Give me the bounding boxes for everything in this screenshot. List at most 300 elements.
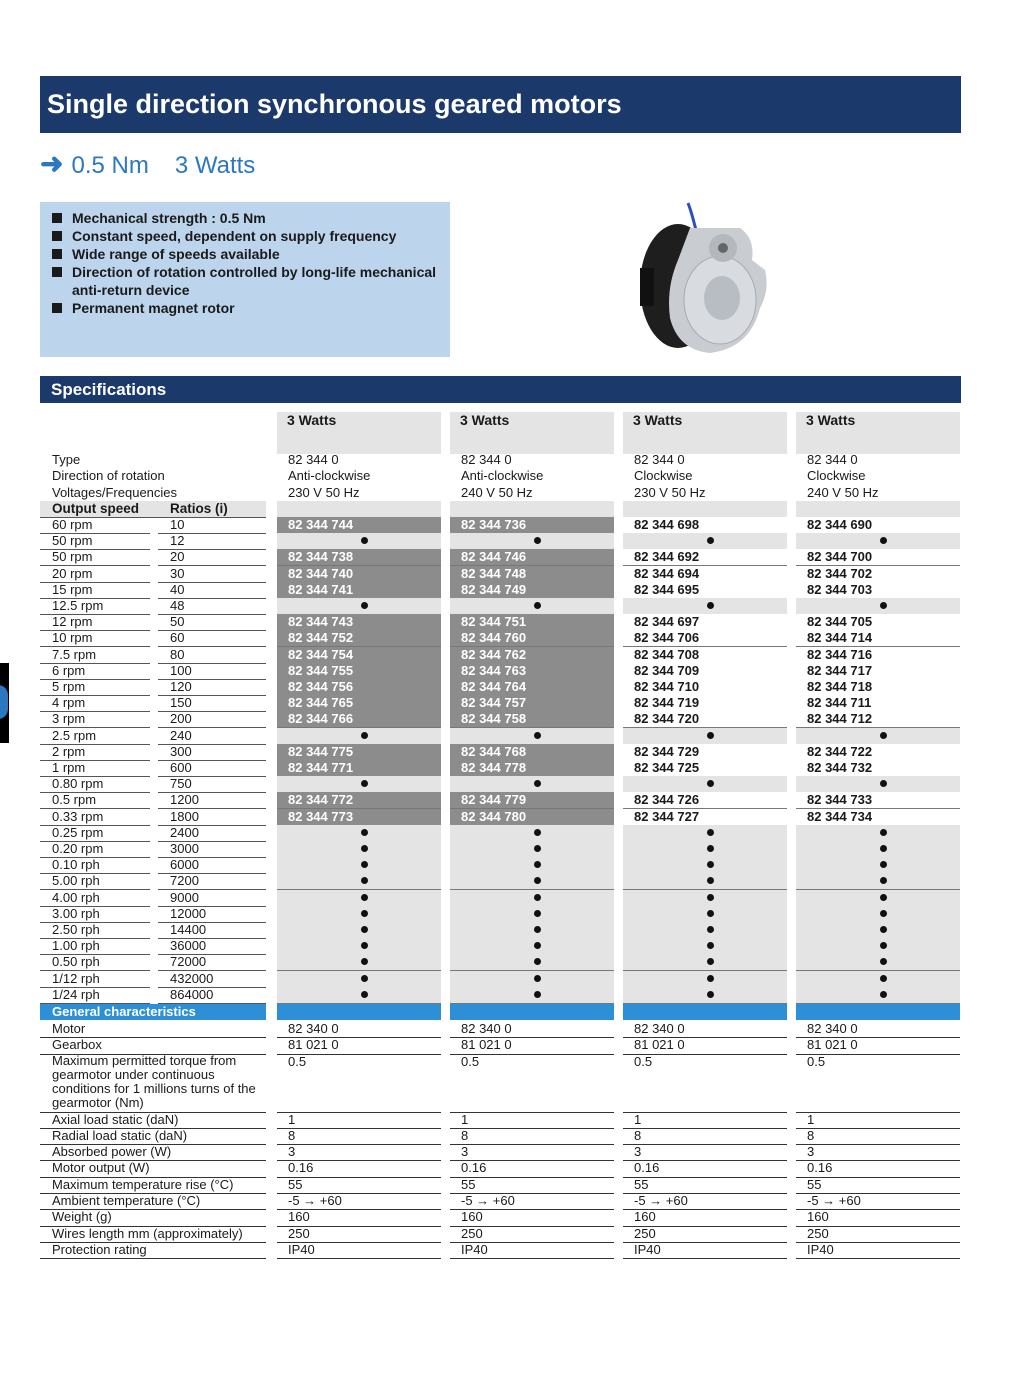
general-label: Weight (g) xyxy=(52,1209,112,1224)
general-value: 250 xyxy=(807,1226,829,1241)
part-number: 82 344 729 xyxy=(634,744,700,759)
ratio-divider-gap xyxy=(150,614,158,615)
availability-dot-icon xyxy=(534,861,541,868)
general-value: 160 xyxy=(807,1209,829,1224)
ratio-value: 600 xyxy=(170,760,192,775)
general-value: 0.5 xyxy=(288,1054,307,1069)
part-number: 82 344 732 xyxy=(807,760,873,775)
speed-label: 12.5 rpm xyxy=(52,598,104,613)
specifications-header: Specifications xyxy=(40,376,961,403)
general-value: 8 xyxy=(288,1128,296,1143)
speed-label: 2.5 rpm xyxy=(52,728,97,743)
square-bullet-icon xyxy=(52,249,62,259)
empty-cell-bg xyxy=(450,890,614,906)
empty-cell-bg xyxy=(623,987,787,1003)
speed-label: 15 rpm xyxy=(52,582,93,597)
speed-label: 6 rpm xyxy=(52,663,86,678)
availability-dot-icon xyxy=(707,829,714,836)
empty-cell-bg xyxy=(796,533,960,549)
speed-label: 4.00 rph xyxy=(52,890,100,905)
part-number: 82 344 710 xyxy=(634,679,700,694)
part-number: 82 344 780 xyxy=(461,809,527,824)
ratio-divider-gap xyxy=(150,825,158,826)
ratio-value: 36000 xyxy=(170,938,207,953)
empty-cell-bg xyxy=(796,954,960,970)
availability-dot-icon xyxy=(707,877,714,884)
ratio-value: 6000 xyxy=(170,857,199,872)
speed-label: 2.50 rph xyxy=(52,922,100,937)
part-number: 82 344 705 xyxy=(807,614,873,629)
general-value: 0.16 xyxy=(461,1160,487,1175)
empty-cell-bg xyxy=(450,922,614,938)
speed-label: 50 rpm xyxy=(52,533,93,548)
part-number: 82 344 743 xyxy=(288,614,354,629)
speed-label: 0.50 rph xyxy=(52,954,100,969)
availability-dot-icon xyxy=(707,894,714,901)
availability-dot-icon xyxy=(880,732,887,739)
general-value: 1 xyxy=(807,1112,815,1127)
output-speed-header: Output speed xyxy=(52,501,139,516)
ratio-divider-gap xyxy=(150,744,158,745)
general-value: 0.5 xyxy=(807,1054,826,1069)
empty-cell-bg xyxy=(450,938,614,954)
part-number: 82 344 706 xyxy=(634,630,700,645)
part-number: 82 344 768 xyxy=(461,744,527,759)
general-value: 55 xyxy=(288,1177,303,1192)
general-label: Motor xyxy=(52,1021,86,1036)
empty-cell-bg xyxy=(277,938,441,954)
empty-cell-bg xyxy=(796,890,960,906)
column-type: 82 344 0 xyxy=(461,452,512,467)
availability-dot-icon xyxy=(361,845,368,852)
empty-cell-bg xyxy=(450,857,614,873)
ratio-divider-gap xyxy=(150,873,158,874)
part-number: 82 344 695 xyxy=(634,582,700,597)
availability-dot-icon xyxy=(707,910,714,917)
column-voltage: 230 V 50 Hz xyxy=(634,485,706,500)
part-number: 82 344 740 xyxy=(288,566,354,581)
part-number: 82 344 749 xyxy=(461,582,527,597)
ratio-value: 300 xyxy=(170,744,192,759)
column-voltage: 240 V 50 Hz xyxy=(807,485,879,500)
availability-dot-icon xyxy=(707,942,714,949)
general-value: 3 xyxy=(461,1144,469,1159)
availability-dot-icon xyxy=(534,877,541,884)
ratio-divider-gap xyxy=(150,776,158,777)
availability-dot-icon xyxy=(707,958,714,965)
part-number: 82 344 762 xyxy=(461,647,527,662)
ratio-value: 120 xyxy=(170,679,192,694)
ratio-value: 50 xyxy=(170,614,185,629)
row-divider xyxy=(623,1144,787,1145)
speed-label: 1/12 rph xyxy=(52,971,100,986)
column-type: 82 344 0 xyxy=(288,452,339,467)
square-bullet-icon xyxy=(52,267,62,277)
speed-label: 2 rpm xyxy=(52,744,86,759)
empty-cell-bg xyxy=(450,533,614,549)
empty-cell-bg xyxy=(277,728,441,744)
general-value: 250 xyxy=(288,1226,310,1241)
row-divider xyxy=(796,1112,960,1113)
ratio-divider-gap xyxy=(150,889,158,890)
availability-dot-icon xyxy=(707,926,714,933)
ratio-value: 9000 xyxy=(170,890,199,905)
speed-label: 60 rpm xyxy=(52,517,93,532)
column-type: 82 344 0 xyxy=(634,452,685,467)
availability-dot-icon xyxy=(880,861,887,868)
row-divider xyxy=(623,1112,787,1113)
empty-cell-bg xyxy=(277,922,441,938)
part-number: 82 344 741 xyxy=(288,582,354,597)
speed-label: 12 rpm xyxy=(52,614,93,629)
column-direction: Clockwise xyxy=(807,468,866,483)
speed-label: 0.33 rpm xyxy=(52,809,104,824)
empty-cell-bg xyxy=(277,873,441,889)
availability-dot-icon xyxy=(534,780,541,787)
empty-cell-bg xyxy=(623,938,787,954)
row-label-voltage: Voltages/Frequencies xyxy=(52,485,178,500)
speed-header-col-bg xyxy=(796,501,960,517)
part-number: 82 344 718 xyxy=(807,679,873,694)
ratio-value: 100 xyxy=(170,663,192,678)
general-label: Motor output (W) xyxy=(52,1160,150,1175)
empty-cell-bg xyxy=(796,598,960,614)
general-value: 55 xyxy=(461,1177,476,1192)
ratio-value: 864000 xyxy=(170,987,214,1002)
ratio-value: 80 xyxy=(170,647,185,662)
part-number: 82 344 690 xyxy=(807,517,873,532)
motor-image xyxy=(630,198,780,358)
speed-label: 5 rpm xyxy=(52,679,86,694)
column-header: 3 Watts xyxy=(623,412,787,454)
ratio-value: 1800 xyxy=(170,809,199,824)
arrow-right-icon: ➜ xyxy=(40,148,64,179)
general-value: 82 340 0 xyxy=(461,1021,512,1036)
general-label: Gearbox xyxy=(52,1037,102,1052)
ratio-divider-gap xyxy=(150,663,158,664)
availability-dot-icon xyxy=(361,926,368,933)
general-header-col-bg xyxy=(623,1004,787,1020)
empty-cell-bg xyxy=(277,598,441,614)
row-divider xyxy=(623,1128,787,1129)
availability-dot-icon xyxy=(880,942,887,949)
general-value: -5 → +60 xyxy=(461,1193,515,1208)
general-label: Wires length mm (approximately) xyxy=(52,1226,243,1241)
part-number: 82 344 726 xyxy=(634,792,700,807)
ratio-value: 750 xyxy=(170,776,192,791)
speed-label: 3.00 rph xyxy=(52,906,100,921)
ratio-divider-gap xyxy=(150,727,158,728)
availability-dot-icon xyxy=(534,958,541,965)
empty-cell-bg xyxy=(277,841,441,857)
general-value: 0.5 xyxy=(634,1054,653,1069)
empty-cell-bg xyxy=(623,841,787,857)
part-number: 82 344 744 xyxy=(288,517,354,532)
row-divider xyxy=(277,1144,441,1145)
ratio-value: 2400 xyxy=(170,825,199,840)
ratio-divider-gap xyxy=(150,906,158,907)
general-value: 3 xyxy=(807,1144,815,1159)
ratio-divider-gap xyxy=(150,857,158,858)
ratio-divider-gap xyxy=(150,695,158,696)
column-direction: Anti-clockwise xyxy=(461,468,544,483)
column-voltage: 240 V 50 Hz xyxy=(461,485,533,500)
feature-box xyxy=(40,202,450,357)
general-value: IP40 xyxy=(288,1242,315,1257)
speed-label: 5.00 rph xyxy=(52,873,100,888)
speed-label: 1.00 rph xyxy=(52,938,100,953)
general-value: 82 340 0 xyxy=(634,1021,685,1036)
empty-cell-bg xyxy=(450,954,614,970)
general-value: -5 → +60 xyxy=(634,1193,688,1208)
row-label-direction: Direction of rotation xyxy=(52,468,165,483)
ratio-divider-gap xyxy=(150,582,158,583)
availability-dot-icon xyxy=(707,780,714,787)
empty-cell-bg xyxy=(623,922,787,938)
general-value: 3 xyxy=(634,1144,642,1159)
speed-label: 1 rpm xyxy=(52,760,86,775)
availability-dot-icon xyxy=(707,602,714,609)
empty-cell-bg xyxy=(796,906,960,922)
part-number: 82 344 727 xyxy=(634,809,700,824)
part-number: 82 344 779 xyxy=(461,792,527,807)
availability-dot-icon xyxy=(534,845,541,852)
part-number: 82 344 771 xyxy=(288,760,354,775)
empty-cell-bg xyxy=(450,841,614,857)
availability-dot-icon xyxy=(534,602,541,609)
ratio-divider-gap xyxy=(150,970,158,971)
availability-dot-icon xyxy=(880,926,887,933)
ratio-divider-gap xyxy=(150,841,158,842)
availability-dot-icon xyxy=(361,732,368,739)
availability-dot-icon xyxy=(361,780,368,787)
feature-item xyxy=(52,227,442,245)
availability-dot-icon xyxy=(361,991,368,998)
part-number: 82 344 692 xyxy=(634,549,700,564)
availability-dot-icon xyxy=(707,991,714,998)
general-header-col-bg xyxy=(796,1004,960,1020)
ratio-value: 240 xyxy=(170,728,192,743)
empty-cell-bg xyxy=(450,598,614,614)
ratio-value: 30 xyxy=(170,566,185,581)
general-value: 160 xyxy=(461,1209,483,1224)
general-characteristics-header: General characteristics xyxy=(52,1004,196,1019)
general-value: 81 021 0 xyxy=(807,1037,858,1052)
part-number: 82 344 709 xyxy=(634,663,700,678)
availability-dot-icon xyxy=(361,894,368,901)
row-divider xyxy=(277,1258,441,1259)
speed-label: 0.25 rpm xyxy=(52,825,104,840)
availability-dot-icon xyxy=(361,602,368,609)
empty-cell-bg xyxy=(796,938,960,954)
availability-dot-icon xyxy=(880,991,887,998)
ratio-value: 3000 xyxy=(170,841,199,856)
part-number: 82 344 694 xyxy=(634,566,700,581)
part-number: 82 344 752 xyxy=(288,630,354,645)
ratio-value: 432000 xyxy=(170,971,214,986)
row-divider xyxy=(277,1128,441,1129)
availability-dot-icon xyxy=(880,894,887,901)
general-value: 1 xyxy=(461,1112,469,1127)
empty-cell-bg xyxy=(796,728,960,744)
part-number: 82 344 708 xyxy=(634,647,700,662)
part-number: 82 344 751 xyxy=(461,614,527,629)
general-value: 55 xyxy=(807,1177,822,1192)
availability-dot-icon xyxy=(707,861,714,868)
part-number: 82 344 712 xyxy=(807,711,873,726)
availability-dot-icon xyxy=(534,910,541,917)
empty-cell-bg xyxy=(450,873,614,889)
ratio-value: 40 xyxy=(170,582,185,597)
availability-dot-icon xyxy=(361,861,368,868)
general-value: 81 021 0 xyxy=(461,1037,512,1052)
empty-cell-bg xyxy=(277,776,441,792)
empty-cell-bg xyxy=(277,971,441,987)
page-title: Single direction synchronous geared motors xyxy=(40,76,961,133)
general-value: 81 021 0 xyxy=(288,1037,339,1052)
side-tab-marker xyxy=(0,685,8,719)
ratio-value: 12000 xyxy=(170,906,207,921)
part-number: 82 344 703 xyxy=(807,582,873,597)
feature-text: Wide range of speeds available xyxy=(72,246,280,262)
part-number: 82 344 766 xyxy=(288,711,354,726)
availability-dot-icon xyxy=(880,829,887,836)
ratio-divider-gap xyxy=(150,711,158,712)
speed-label: 1/24 rph xyxy=(52,987,100,1002)
empty-cell-bg xyxy=(450,728,614,744)
part-number: 82 344 725 xyxy=(634,760,700,775)
speed-header-col-bg xyxy=(450,501,614,517)
availability-dot-icon xyxy=(880,975,887,982)
empty-cell-bg xyxy=(450,971,614,987)
column-header: 3 Watts xyxy=(277,412,441,454)
availability-dot-icon xyxy=(361,537,368,544)
empty-cell-bg xyxy=(623,776,787,792)
part-number: 82 344 733 xyxy=(807,792,873,807)
column-header: 3 Watts xyxy=(796,412,960,454)
availability-dot-icon xyxy=(707,975,714,982)
ratio-divider-gap xyxy=(150,646,158,647)
column-direction: Clockwise xyxy=(634,468,693,483)
general-value: 1 xyxy=(288,1112,296,1127)
part-number: 82 344 756 xyxy=(288,679,354,694)
part-number: 82 344 716 xyxy=(807,647,873,662)
speed-header-col-bg xyxy=(623,501,787,517)
general-value: 250 xyxy=(461,1226,483,1241)
square-bullet-icon xyxy=(52,213,62,223)
availability-dot-icon xyxy=(707,537,714,544)
part-number: 82 344 773 xyxy=(288,809,354,824)
row-divider xyxy=(450,1112,614,1113)
square-bullet-icon xyxy=(52,231,62,241)
part-number: 82 344 700 xyxy=(807,549,873,564)
empty-cell-bg xyxy=(277,857,441,873)
ratio-value: 72000 xyxy=(170,954,207,969)
availability-dot-icon xyxy=(361,877,368,884)
feature-item xyxy=(52,263,442,299)
part-number: 82 344 736 xyxy=(461,517,527,532)
general-value: 0.5 xyxy=(461,1054,480,1069)
general-value: 55 xyxy=(634,1177,649,1192)
general-value: 160 xyxy=(288,1209,310,1224)
ratio-divider-gap xyxy=(150,679,158,680)
ratio-header: Ratios (i) xyxy=(170,501,228,516)
part-number: 82 344 772 xyxy=(288,792,354,807)
speed-label: 0.20 rpm xyxy=(52,841,104,856)
feature-text: Direction of rotation controlled by long-life mechanical anti-return device xyxy=(72,264,437,298)
ratio-divider-gap xyxy=(150,938,158,939)
row-divider xyxy=(796,1128,960,1129)
row-label-type: Type xyxy=(52,452,81,467)
part-number: 82 344 738 xyxy=(288,549,354,564)
part-number: 82 344 722 xyxy=(807,744,873,759)
ratio-value: 48 xyxy=(170,598,185,613)
part-number: 82 344 734 xyxy=(807,809,873,824)
general-value: 82 340 0 xyxy=(288,1021,339,1036)
part-number: 82 344 697 xyxy=(634,614,700,629)
availability-dot-icon xyxy=(880,845,887,852)
availability-dot-icon xyxy=(880,958,887,965)
empty-cell-bg xyxy=(450,987,614,1003)
part-number: 82 344 760 xyxy=(461,630,527,645)
empty-cell-bg xyxy=(277,954,441,970)
part-number: 82 344 717 xyxy=(807,663,873,678)
availability-dot-icon xyxy=(361,942,368,949)
part-number: 82 344 765 xyxy=(288,695,354,710)
part-number: 82 344 719 xyxy=(634,695,700,710)
empty-cell-bg xyxy=(277,533,441,549)
ratio-divider-gap xyxy=(150,565,158,566)
ratio-value: 12 xyxy=(170,533,185,548)
ratio-value: 7200 xyxy=(170,873,199,888)
empty-cell-bg xyxy=(450,906,614,922)
feature-item xyxy=(52,299,442,317)
empty-cell-bg xyxy=(796,857,960,873)
column-header: 3 Watts xyxy=(450,412,614,454)
availability-dot-icon xyxy=(534,991,541,998)
empty-cell-bg xyxy=(796,971,960,987)
empty-cell-bg xyxy=(450,825,614,841)
row-divider xyxy=(450,1144,614,1145)
empty-cell-bg xyxy=(796,776,960,792)
ratio-divider-gap xyxy=(150,760,158,761)
general-value: 8 xyxy=(461,1128,469,1143)
ratio-value: 20 xyxy=(170,549,185,564)
ratio-divider-gap xyxy=(150,549,158,550)
speed-header-col-bg xyxy=(277,501,441,517)
speed-label: 0.10 rph xyxy=(52,857,100,872)
ratio-value: 60 xyxy=(170,630,185,645)
empty-cell-bg xyxy=(623,533,787,549)
ratio-divider-gap xyxy=(150,922,158,923)
feature-text: Permanent magnet rotor xyxy=(72,300,235,316)
column-direction: Anti-clockwise xyxy=(288,468,371,483)
general-value: 82 340 0 xyxy=(807,1021,858,1036)
part-number: 82 344 758 xyxy=(461,711,527,726)
general-label: Maximum temperature rise (°C) xyxy=(52,1177,234,1192)
speed-label: 10 rpm xyxy=(52,630,93,645)
availability-dot-icon xyxy=(534,926,541,933)
general-label: Axial load static (daN) xyxy=(52,1112,179,1127)
general-value: 81 021 0 xyxy=(634,1037,685,1052)
availability-dot-icon xyxy=(534,894,541,901)
part-number: 82 344 748 xyxy=(461,566,527,581)
part-number: 82 344 714 xyxy=(807,630,873,645)
torque-value: 0.5 Nm xyxy=(71,152,149,179)
empty-cell-bg xyxy=(277,906,441,922)
availability-dot-icon xyxy=(534,829,541,836)
speed-label: 4 rpm xyxy=(52,695,86,710)
